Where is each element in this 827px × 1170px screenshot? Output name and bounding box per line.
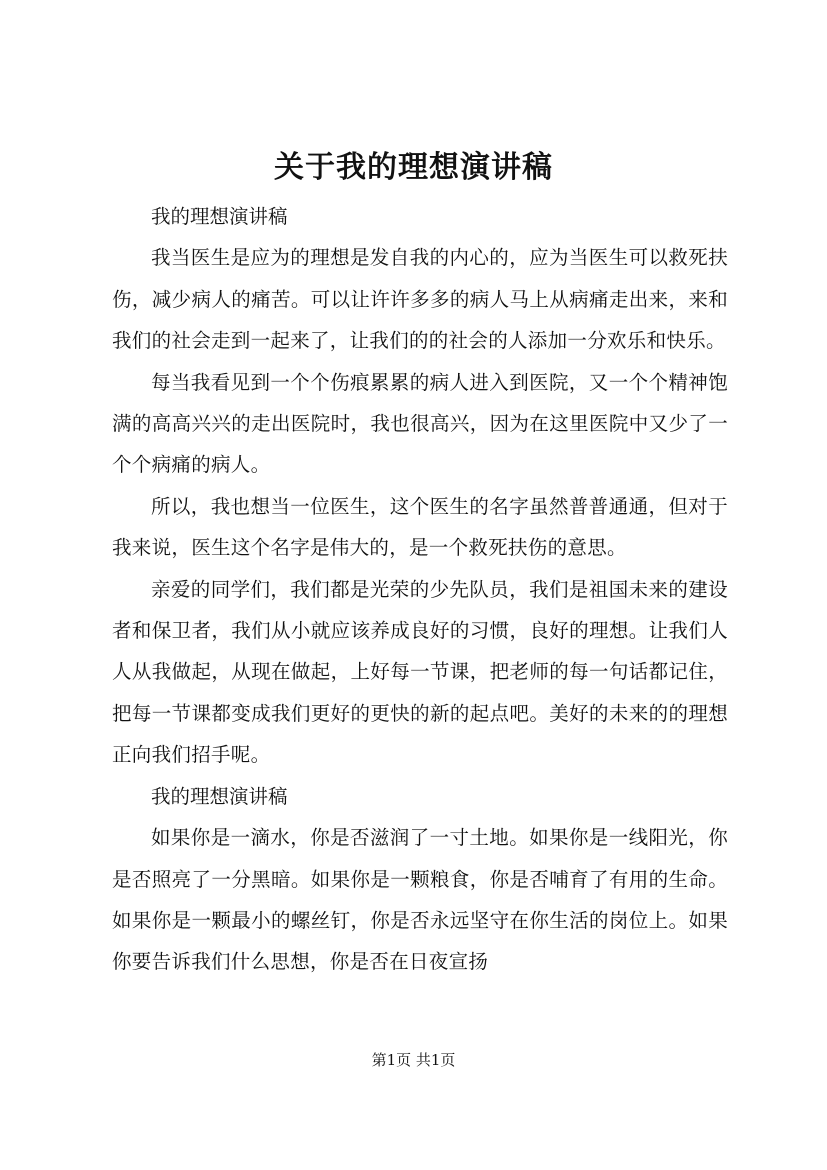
page-number-footer: 第1页 共1页: [371, 1051, 456, 1069]
paragraph: 亲爱的同学们，我们都是光荣的少先队员，我们是祖国未来的建设者和保卫者，我们从小就应该养成良好的习惯，良好的理想。让我们人人从我做起，从现在做起，上好每一节课，把老师的每一句话都记住，把每一节课都变成我们更好的更快的新的起点吧。美好的未来的的理想正向我们招手呢。: [112, 577, 728, 767]
document-body: [112, 196, 728, 983]
section-heading: 我的理想演讲稿: [151, 205, 288, 228]
paragraph: 我当医生是应为的理想是发自我的内心的，应为当医生可以救死扶伤，减少病人的痛苦。可以让许许多多的病人马上从病痛走出来，来和我们的社会走到一起来了，让我们的的社会的人添加一分欢乐和快乐。: [112, 246, 728, 353]
section-heading: 我的理想演讲稿: [151, 784, 288, 808]
paragraph: 所以，我也想当一位医生，这个医生的名字虽然普普通通，但对于我来说，医生这个名字是伟大的，是一个救死扶伤的意思。: [112, 494, 728, 560]
document-title: 关于我的理想演讲稿: [274, 150, 553, 185]
paragraph: 如果你是一滴水，你是否滋润了一寸土地。如果你是一线阳光，你是否照亮了一分黑暗。如果你是一颗粮食，你是否哺育了有用的生命。如果你是一颗最小的螺丝钉，你是否永远坚守在你生活的岗位上。如果你要告诉我们什么思想，你是否在日夜宣扬: [112, 826, 728, 974]
paragraph: 每当我看见到一个个伤痕累累的病人进入到医院，又一个个精神饱满的高高兴兴的走出医院时，我也很高兴，因为在这里医院中又少了一个个病痛的病人。: [112, 370, 728, 477]
